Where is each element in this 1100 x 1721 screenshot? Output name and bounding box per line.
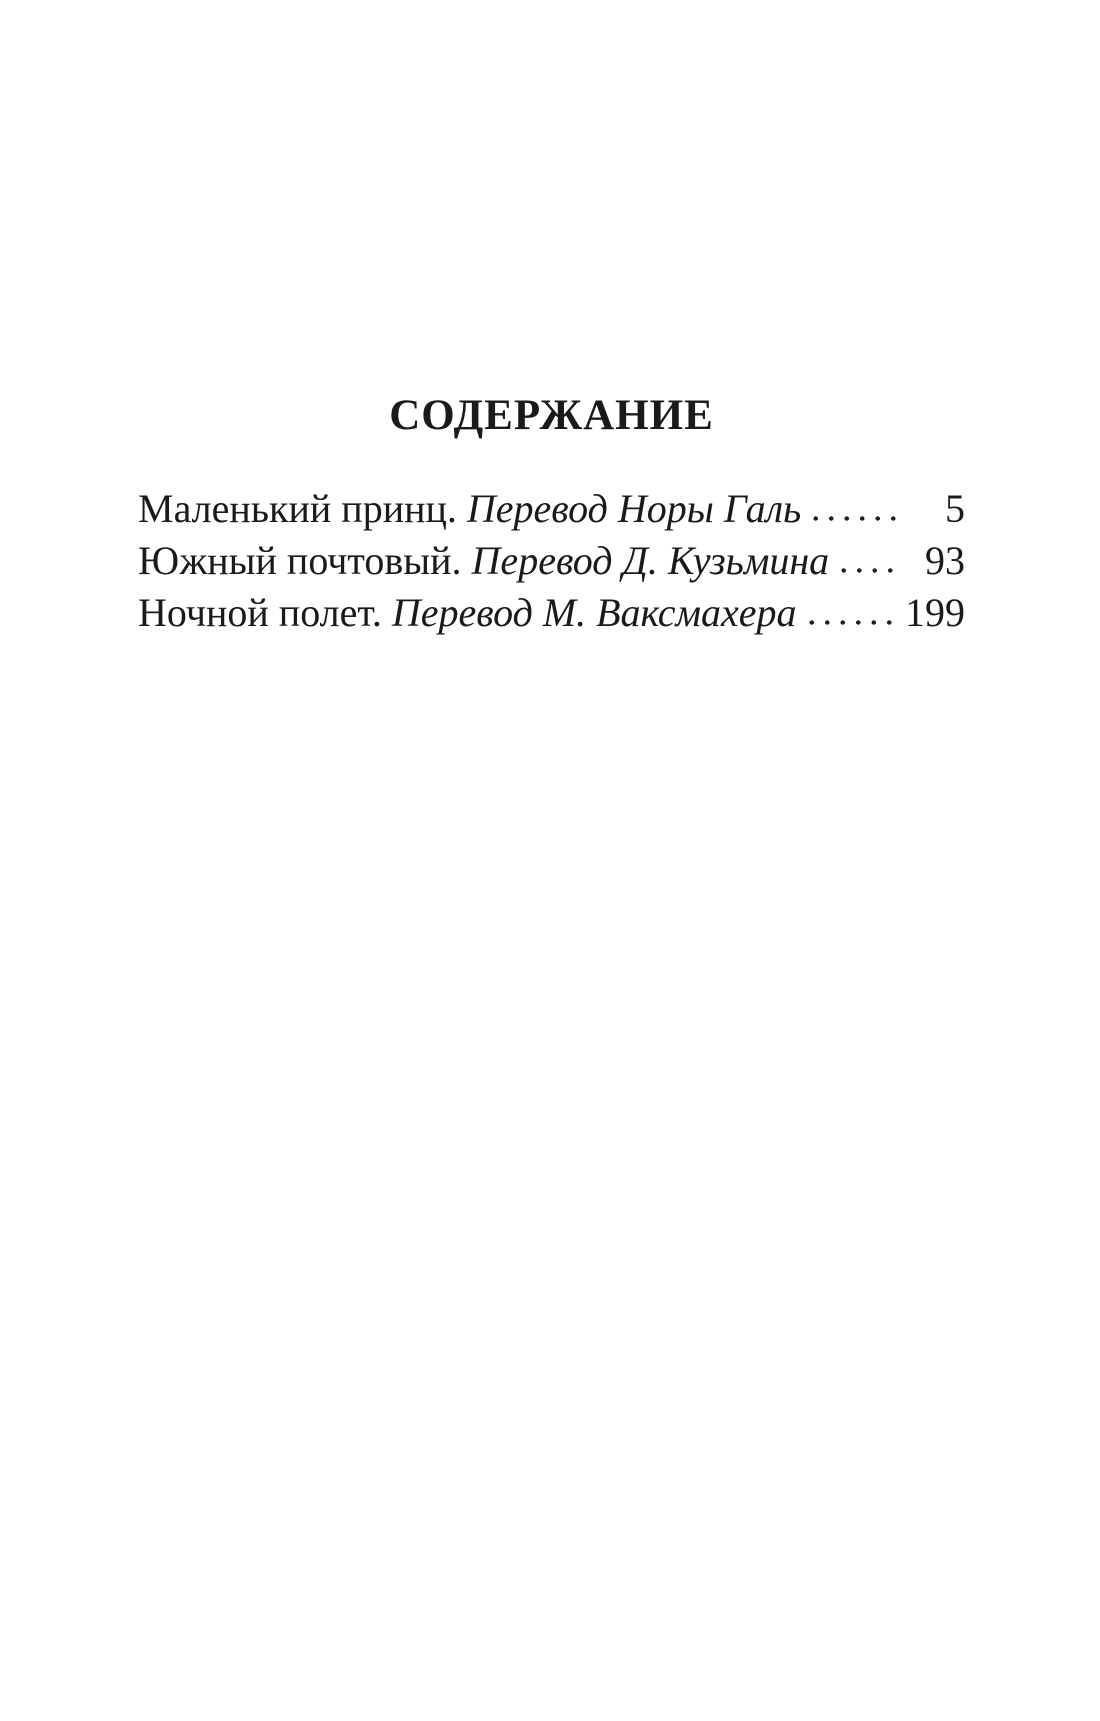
toc-entry xyxy=(138,587,965,639)
toc-entry xyxy=(138,483,965,535)
dot-leader xyxy=(808,515,897,522)
toc-entry xyxy=(138,535,965,587)
toc-entry-translator: Перевод М. Ваксмахера xyxy=(391,590,797,635)
dot-leader xyxy=(804,619,897,626)
table-of-contents xyxy=(138,394,965,639)
toc-heading: СОДЕРЖАНИЕ xyxy=(389,392,714,439)
toc-entry-translator: Перевод Норы Галь xyxy=(466,486,802,531)
toc-entry-page-number: 199 xyxy=(905,590,965,635)
toc-entry-page-number: 5 xyxy=(945,486,965,531)
toc-entry-title: Ночной полет. xyxy=(138,590,382,635)
toc-entry-title: Маленький принц. xyxy=(138,486,457,531)
toc-entry-title: Южный почтовый. xyxy=(138,538,462,583)
toc-entry-translator: Перевод Д. Кузьмина xyxy=(471,538,830,583)
toc-entry-page-number: 93 xyxy=(925,538,965,583)
dot-leader xyxy=(836,567,897,574)
